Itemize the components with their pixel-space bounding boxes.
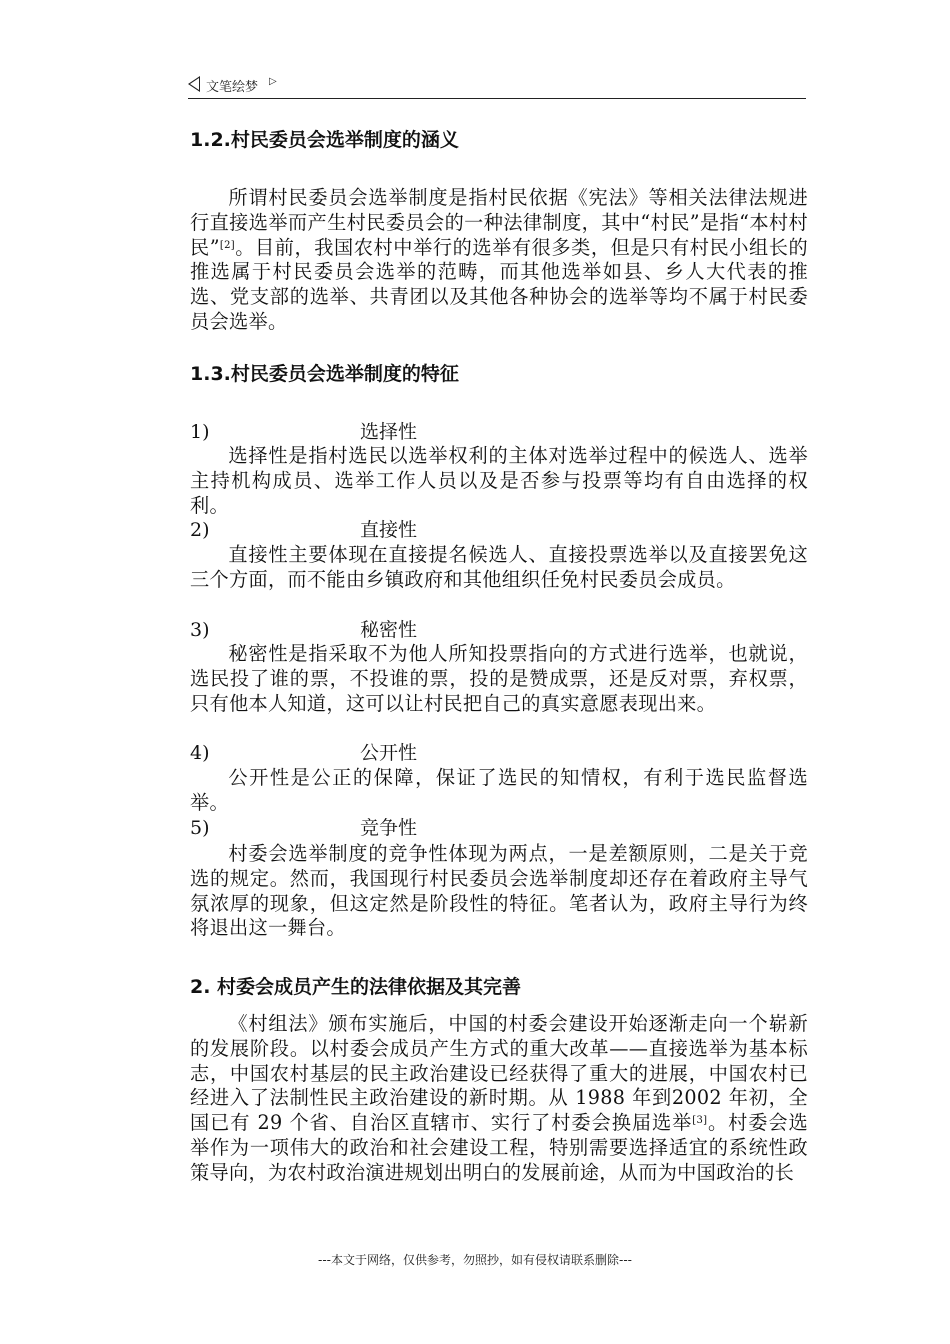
list-item-text: 直接性主要体现在直接提名候选人、直接投票选举以及直接罢免这三个方面，而不能由乡镇政府和其他组织任免村民委员会成员。 xyxy=(190,543,808,591)
triangle-right-icon: ▷ xyxy=(269,76,277,87)
section-2-paragraph: 《村组法》颁布实施后，中国的村委会建设开始逐渐走向一个崭新的发展阶段。以村委会成员产生方式的重大改革——直接选举为基本标志，中国农村基层的民主政治建设已经获得了重大的进展，中国农村已经进入了法制性民主政治建设的新时期。从 1988 年到2002 年初，全国已有 29 个省、自治区直辖市、实行了村委会换届选举[3]。村委会选举作为一项伟大的政治和社会建设工程，特别需要选择适宜的系统性政策导向，为农村政治演进规划出明白的发展前途，从而为中国政治的长 xyxy=(190,1012,809,1184)
list-item-text: 公开性是公正的保障，保证了选民的知情权，有利于选民监督选举。 xyxy=(190,766,808,814)
list-item-title: 5) 竞争性 xyxy=(190,817,418,839)
list-item-text: 村委会选举制度的竞争性体现为两点，一是差额原则，二是关于竞选的规定。然而，我国现行村民委员会选举制度却还存在着政府主导气氛浓厚的现象，但这定然是阶段性的特征。笔者认为，政府主导行为终将退出这一舞台。 xyxy=(190,842,808,940)
list-item-title: 2) 直接性 xyxy=(190,519,418,541)
section-heading-1-2: 1.2.村民委员会选举制度的涵义 xyxy=(190,129,459,151)
list-item-title: 1) 选择性 xyxy=(190,421,418,443)
triangle-left-icon xyxy=(188,76,200,92)
page-footer: ---本文于网络，仅供参考，勿照抄，如有侵权请联系删除--- xyxy=(318,1253,632,1267)
list-item-title: 4) 公开性 xyxy=(190,742,418,764)
section-1-2-paragraph: 所谓村民委员会选举制度是指村民依据《宪法》等相关法律法规进行直接选举而产生村民委员会的一种法律制度，其中“村民”是指“本村村民”[2]。目前，我国农村中举行的选举有很多类，但是只有村民小组长的推选属于村民委员会选举的范畴，而其他选举如县、乡人大代表的推选、党支部的选举、共青团以及其他各种协会的选举等均不属于村民委员会选举。 xyxy=(190,186,808,333)
citation-ref: [2] xyxy=(219,239,235,251)
header-title: 文笔绘梦 xyxy=(206,80,259,95)
citation-ref: [3] xyxy=(692,1115,708,1127)
list-item-title: 3) 秘密性 xyxy=(190,619,418,641)
list-item-text: 选择性是指村选民以选举权利的主体对选举过程中的候选人、选举主持机构成员、选举工作人员以及是否参与投票等均有自由选择的权利。 xyxy=(190,444,808,517)
page-header xyxy=(188,74,806,99)
list-item-text: 秘密性是指采取不为他人所知投票指向的方式进行选举，也就说，选民投了谁的票，不投谁的票，投的是赞成票，还是反对票，弃权票，只有他本人知道，这可以让村民把自己的真实意愿表现出来。 xyxy=(190,642,808,715)
section-heading-2: 2. 村委会成员产生的法律依据及其完善 xyxy=(190,976,522,998)
section-heading-1-3: 1.3.村民委员会选举制度的特征 xyxy=(190,363,459,385)
